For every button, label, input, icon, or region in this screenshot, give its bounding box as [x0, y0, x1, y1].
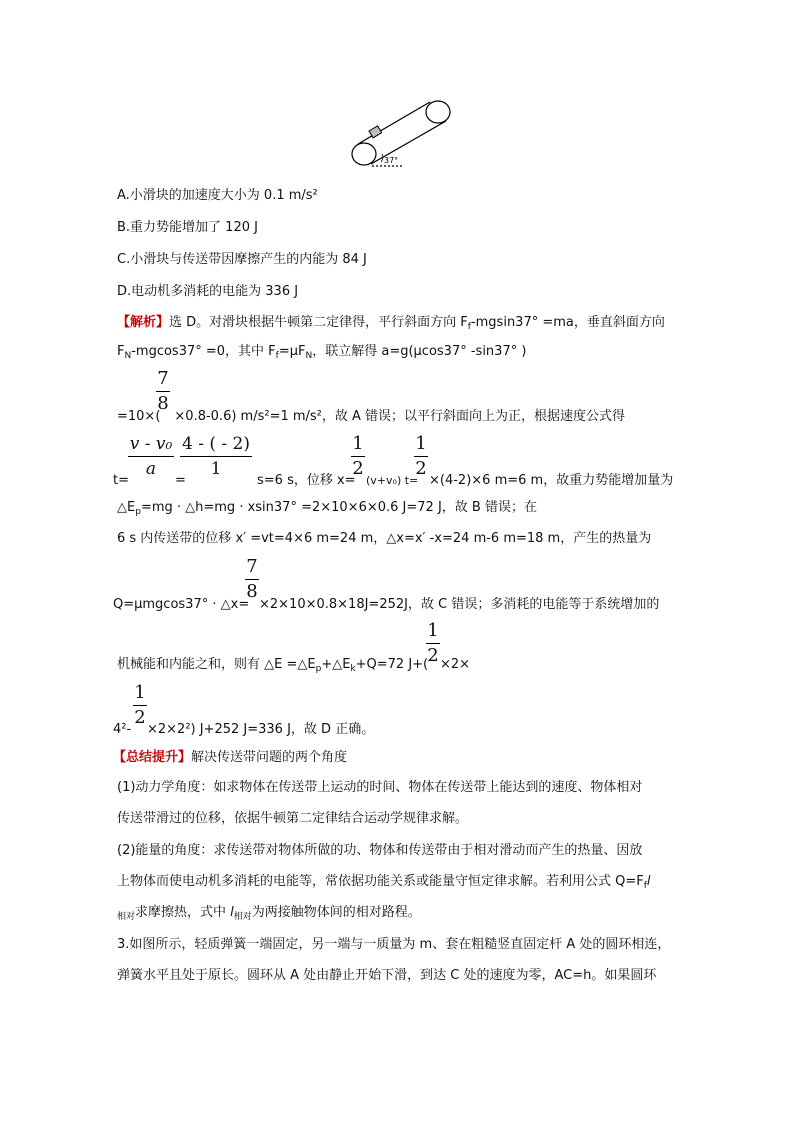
summary-p1-l2: 传送带滑过的位移，依据牛顿第二定律结合运动学规律求解。 [117, 811, 469, 826]
analysis-line-3: =10×( ×0.8-0.6) m/s²=1 m/s²，故 A 错误；以平行斜面向上为正，根据速度公式得 [117, 409, 626, 424]
right-roller [426, 101, 450, 123]
angle-label: 37° [384, 156, 399, 165]
analysis-line-4-d: ×(4-2)×6 m=6 m，故重力势能增加量为 [429, 473, 674, 488]
fraction-v-a: v - v₀ a [129, 434, 173, 479]
belt-bottom [371, 121, 446, 164]
summary-tag: 【总结提升】 [113, 750, 192, 765]
analysis-line-4-c: (v+v₀) t= [366, 474, 419, 487]
summary-p2-l2: 上物体而使电动机多消耗的电能等，常依据功能关系或能量守恒定律求解。若利用公式 $Q=F_fl$ [117, 874, 651, 891]
analysis-tag: 【解析】 [117, 315, 170, 330]
summary-p1-l1: (1)动力学角度：如求物体在传送带上运动的时间、物体在传送带上能达到的速度、物体相对 [117, 780, 643, 795]
fraction-1-2-c: 1 2 [427, 620, 439, 666]
option-d: D.电动机多消耗的电能为 336 J [117, 284, 299, 299]
left-roller [352, 143, 376, 165]
analysis-line-1: 【解析】选 D。对滑块根据牛顿第二定律得，平行斜面方向 $F_f-mgsin37^\circ =ma$，垂直斜面方向 [117, 315, 665, 332]
analysis-line-5: $\triangle E_p=mg$ · △h=mg · xsin37° =2×10×6×0.6 J=72 J，故 B 错误；在 [117, 500, 537, 517]
fraction-1-2-b: 1 2 [415, 433, 427, 479]
fraction-1-2-a: 1 2 [352, 433, 364, 479]
question-3-line-1: 3.如图所示，轻质弹簧一端固定，另一端与一质量为 m、套在粗糙竖直固定杆 A 处的圆环相连， [117, 937, 671, 952]
analysis-line-8: 机械能和内能之和，则有 △E $=\triangle E_p+\triangle E_k+Q=72$ J+( [117, 657, 429, 674]
fraction-1-2-d: 1 2 [134, 682, 146, 728]
analysis-line-4-t: t= [113, 473, 129, 488]
analysis-line-9a: 4²- [113, 722, 132, 737]
analysis-line-9b: ×2×2²) J+252 J=336 J，故 D 正确。 [147, 722, 375, 737]
question-3-line-2: 弹簧水平且处于原长。圆环从 A 处由静止开始下滑，到达 C 处的速度为零，AC=h。如果圆环 [117, 968, 657, 983]
fraction-7-8: 7 8 [157, 368, 169, 414]
option-a: A.小滑块的加速度大小为 0.1 m/s² [117, 188, 318, 203]
analysis-line-4-b: s=6 s，位移 x= [257, 473, 356, 488]
analysis-line-7a: Q=μmgcos37° · △x= [113, 597, 250, 612]
fraction-4-2: 4 - ( - 2) 1 [182, 434, 250, 479]
option-c: C.小滑块与传送带因摩擦产生的内能为 84 J [117, 252, 367, 267]
option-b: B.重力势能增加了 120 J [117, 220, 258, 235]
analysis-line-4-eq: = [175, 473, 186, 488]
analysis-line-6: 6 s 内传送带的位移 x′ =vt=4×6 m=24 m，△x=x′ -x=24 m-6 m=18 m，产生的热量为 [117, 531, 652, 546]
analysis-line-7b: ×2×10×0.8×18J=252J，故 C 错误；多消耗的电能等于系统增加的 [259, 597, 660, 612]
fraction-7-8-b: 7 8 [246, 556, 258, 602]
summary-header: 【总结提升】解决传送带问题的两个角度 [113, 750, 348, 765]
conveyor-belt-figure [348, 96, 456, 170]
belt-top [358, 102, 430, 144]
summary-p2-l1: (2)能量的角度：求传送带对物体所做的功、物体和传送带由于相对滑动而产生的热量、因放 [117, 843, 643, 858]
analysis-line-2: $F_N-mgcos37^\circ =0$，其中 $F_f=\mu F_N$，联立解得 a=g(μcos37° -sin37° ) [117, 344, 527, 361]
summary-p2-l3: $_{相对}$求摩擦热，式中 $l_{相对}$为两接触物体间的相对路程。 [117, 905, 421, 922]
analysis-line-8d: ×2× [440, 657, 471, 672]
